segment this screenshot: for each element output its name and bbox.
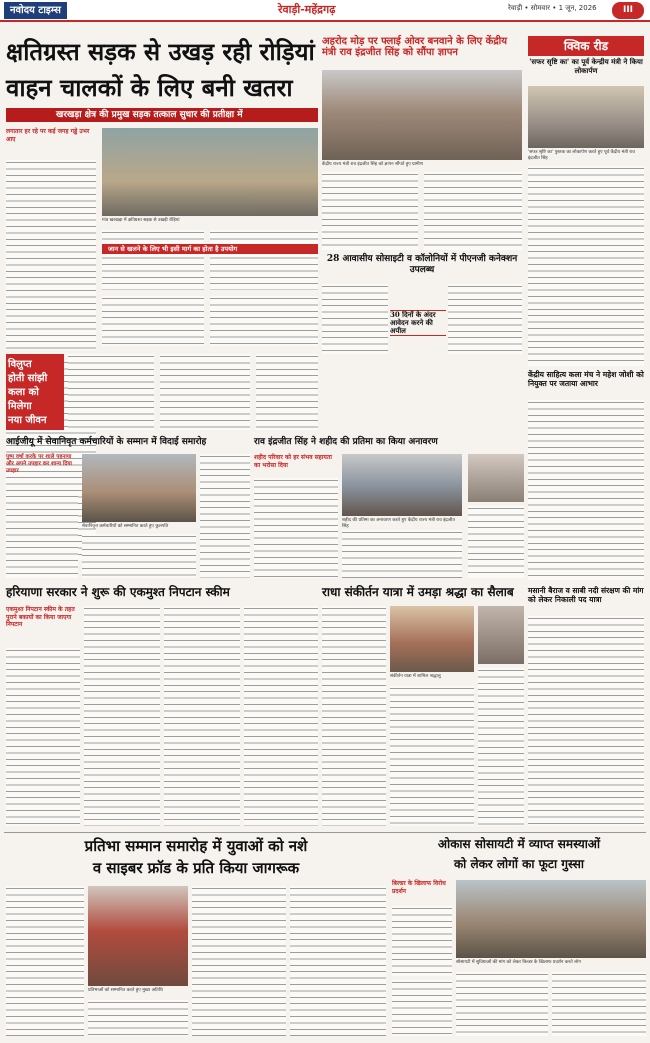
minister-text-col2 — [424, 172, 522, 250]
scheme-text-col3 — [164, 606, 240, 826]
farewell-headline: आईजीयू में सेवानिवृत कर्मचारियों के सम्मान में विदाई समारोह — [6, 437, 207, 447]
art-text-col2 — [160, 354, 250, 430]
sahitya-headline: केंद्रीय साहित्य कला मंच ने महेश जोशी को नियुक्त पर जताया आभार — [528, 370, 644, 388]
okas-headline-1: ओकास सोसायटी में व्याप्त समस्याओं — [437, 837, 601, 851]
scheme-kicker: एकमुश्त निपटान स्कीम के तहत पुराने बकायों का किया जाएगा निपटान — [6, 606, 75, 628]
youth-headline-1: प्रतिभा सम्मान समारोह में युवाओं को नशे — [84, 837, 308, 855]
quick-read-text — [528, 166, 644, 366]
yatra-photo-caption: संकीर्तन यात्रा में शामिल श्रद्धालु — [390, 674, 441, 679]
okas-text-col2 — [392, 980, 452, 1036]
art-label-2: होती सांझी — [8, 373, 48, 384]
edition-name: रेवाड़ी-महेंद्रगढ़ — [278, 3, 336, 16]
art-text-col1 — [68, 354, 154, 430]
okas-photo-caption: सोसायटी में सुविधाओं की मांग को लेकर बिल्डर के खिलाफ प्रदर्शन करते लोग — [456, 960, 581, 965]
main-headline-1: क्षतिग्रस्त सड़क से उखड़ रही रोड़ियां — [6, 37, 315, 66]
quick-read-photo — [528, 86, 644, 148]
art-label-1: विलुप्त — [8, 359, 32, 370]
minister-photo — [322, 70, 522, 160]
art-label-3: कला को — [8, 387, 39, 398]
okas-text-col3 — [456, 972, 548, 1036]
yatra-side-photo — [478, 606, 524, 664]
minister-headline: अहरोद मोड़ पर फ्लाई ओवर बनवाने के लिए केंद्रीय मंत्री राव इंद्रजीत सिंह को सौंपा ज्ञापन — [322, 36, 508, 58]
quick-read-caption: 'सफर सृष्टि का' पुस्तक का लोकार्पण करते हुए पूर्व केंद्रीय मंत्री राव इंद्रजीत सिंह — [528, 150, 635, 161]
yatra-text-col3 — [478, 668, 524, 826]
main-text-col3 — [210, 230, 318, 290]
png-inline-quote: 30 दिनों के अंदर आवेदन करने की अपील — [390, 310, 446, 336]
art-label-4: मिलेगा — [8, 401, 32, 412]
okas-photo — [456, 880, 646, 958]
statue-photo — [342, 454, 462, 516]
youth-text-col3 — [192, 886, 286, 1036]
main-headline-2: वाहन चालकों के लिए बनी खतरा — [6, 73, 293, 102]
okas-text-col1 — [392, 906, 452, 976]
section-divider — [4, 832, 646, 833]
png-text-col1 — [322, 284, 388, 354]
yatra-text-col2 — [390, 686, 474, 826]
farewell-text-col1 — [6, 494, 78, 578]
farewell-kicker: पुष्प वर्षा करके पर शाले पहनाया और अपने उपहार कर शान्य दिया उपहार — [6, 454, 72, 474]
statue-side-photo — [468, 454, 524, 502]
paper-logo: नवोदय टाइम्स — [4, 2, 67, 19]
main-text-col4 — [102, 296, 204, 346]
main-subhead: खरखड़ा क्षेत्र की प्रमुख सड़क तत्काल सुधार की प्रतीक्षा में — [6, 108, 318, 122]
main-text-col5 — [210, 296, 318, 346]
minister-photo-caption: केंद्रीय राज्य मंत्री राव इंद्रजीत सिंह को ज्ञापन सौंपते हुए ग्रामीण — [322, 162, 423, 167]
youth-photo — [88, 886, 188, 986]
main-photo-caption: गांव खरखड़ा में क्षतिग्रस्त सड़क से उखड़ी रोड़ियां — [102, 218, 180, 223]
yatra-photo — [390, 606, 474, 672]
statue-photo-caption: शहीद की प्रतिमा का अनावरण करते हुए केंद्रीय राज्य मंत्री राव इंद्रजीत सिंह — [342, 518, 455, 529]
png-text-col2 — [448, 284, 522, 354]
main-kicker: लगातार हर रहे पर कई जगह गड्ढे उभर आए — [6, 128, 90, 143]
farewell-text-col3 — [82, 534, 196, 578]
yatra-headline: राधा संकीर्तन यात्रा में उमड़ा श्रद्धा का सैलाब — [322, 585, 514, 599]
scheme-headline: हरियाणा सरकार ने शुरू की एकमुश्त निपटान स्कीम — [6, 585, 230, 599]
statue-text-col2 — [342, 530, 462, 578]
masani-text — [528, 616, 644, 826]
scheme-text-col4 — [244, 606, 318, 826]
main-text-col2 — [102, 230, 204, 290]
farewell-photo-caption: सेवानिवृत्त कर्मचारियों को सम्मानित करते हुए कुलपति — [82, 524, 169, 529]
statue-text-col1 — [254, 478, 338, 578]
yatra-text-col1 — [322, 606, 386, 826]
main-highlight: जान से खलने के लिए भी इसी मार्ग का होता है उपयोग — [102, 244, 318, 254]
main-photo — [102, 128, 318, 216]
okas-kicker: बिल्डर के खिलाफ विरोध प्रदर्शन — [392, 880, 446, 895]
farewell-text-col2 — [200, 454, 250, 578]
youth-text-col1 — [6, 886, 84, 1036]
statue-text-col3 — [468, 506, 524, 578]
farewell-photo — [82, 454, 196, 522]
issue-date: रेवाड़ी • सोमवार • 1 जून, 2026 — [508, 4, 597, 12]
youth-photo-caption: प्रतिभाओं को सम्मानित करते हुए मुख्य अतिथि — [88, 988, 163, 993]
art-text-col3 — [256, 354, 318, 430]
masani-headline: मसानी बैराज व साबी नदी संरक्षण की मांग को लेकर निकाली पद यात्रा — [528, 586, 644, 604]
okas-headline-2: को लेकर लोगों का फूटा गुस्सा — [453, 857, 585, 871]
page-number-badge: III — [612, 2, 644, 19]
youth-headline-2: व साइबर फ्रॉड के प्रति किया जागरूक — [92, 859, 300, 877]
sahitya-text — [528, 400, 644, 580]
png-headline: 28 आवासीय सोसाइटी व कॉलोनियों में पीएनजी कनेक्शन उपलब्ध — [326, 254, 518, 275]
art-label-5: नया जीवन — [8, 415, 47, 426]
okas-text-col4 — [552, 972, 646, 1036]
youth-text-col4 — [290, 886, 386, 1036]
scheme-text-col1 — [6, 648, 80, 826]
quick-read-label: क्विक रीड — [528, 36, 644, 56]
statue-kicker: शहीद परिवार को हर संभव सहायता का भरोसा दिया — [254, 454, 332, 469]
main-text-col1 — [6, 160, 96, 350]
scheme-text-col2 — [84, 606, 160, 826]
quick-read-headline: 'सफर सृष्टि का' का पूर्व केन्द्रीय मंत्री ने किया लोकार्पण — [529, 57, 643, 75]
youth-text-col2 — [88, 1000, 188, 1036]
minister-text-col1 — [322, 172, 418, 250]
statue-headline: राव इंद्रजीत सिंह ने शहीद की प्रतिमा का किया अनावरण — [254, 437, 438, 447]
